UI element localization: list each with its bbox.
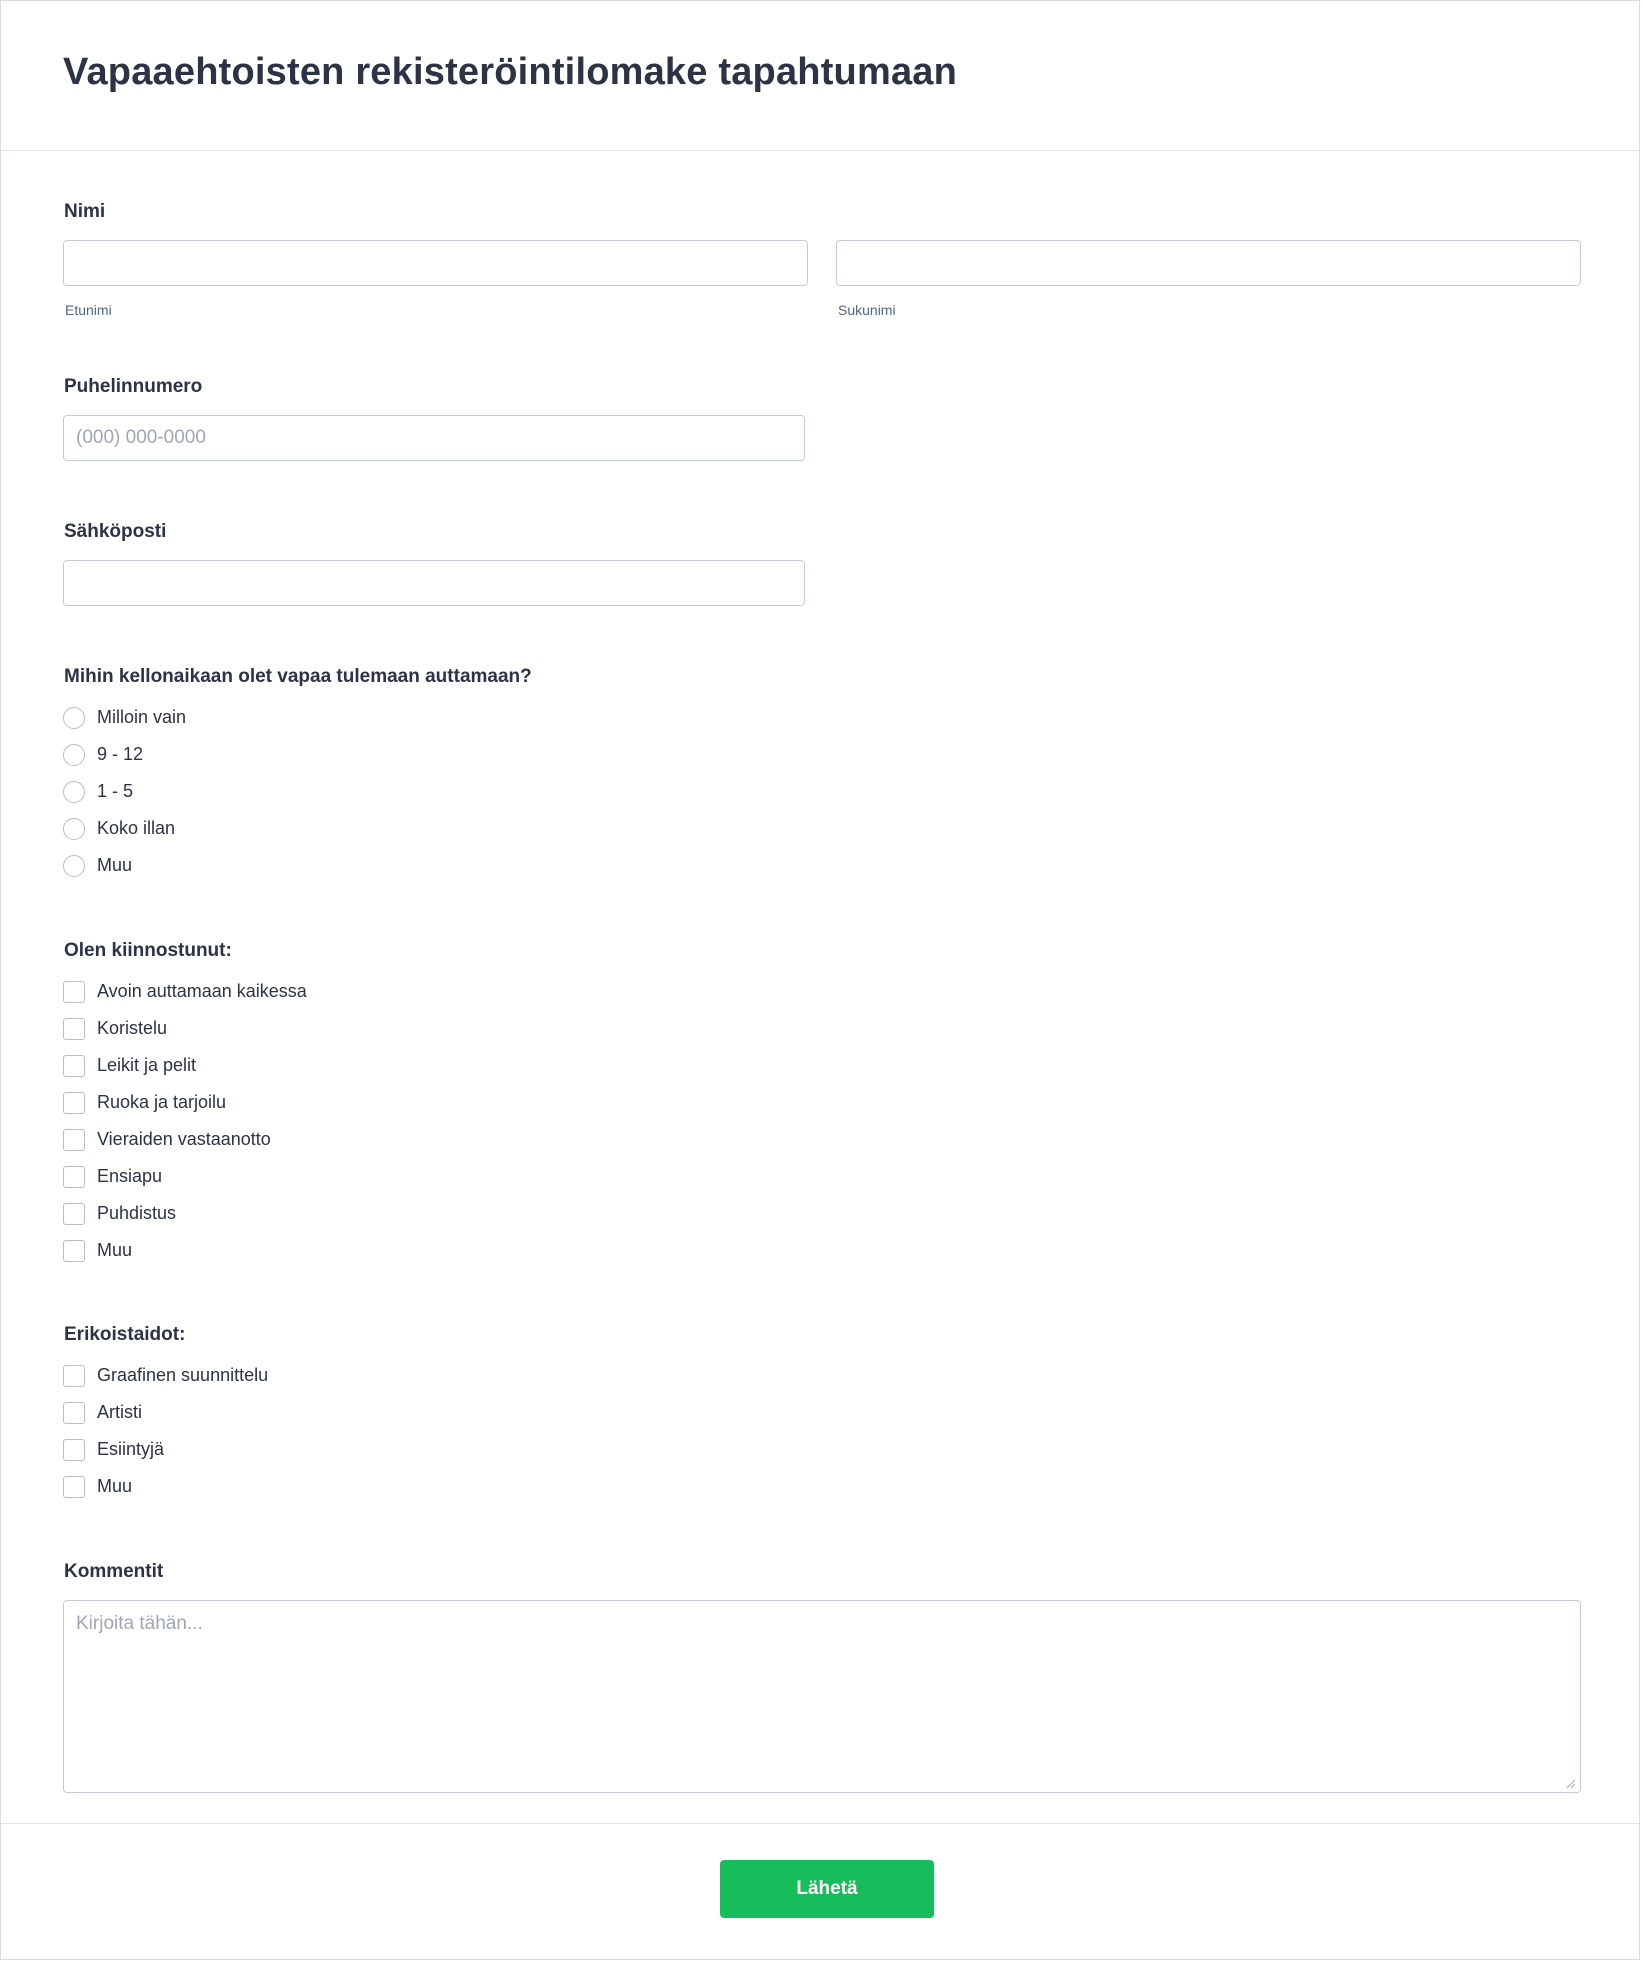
interest-option[interactable] [63,1121,307,1158]
option-label: Avoin auttamaan kaikessa [97,981,307,1001]
time-option-whole-evening[interactable] [63,810,186,847]
option-label: Vieraiden vastaanotto [97,1129,271,1149]
checkbox[interactable] [63,1055,85,1077]
option-label: Milloin vain [97,707,187,727]
option-label: 1 - 5 [97,781,134,801]
skills-option[interactable] [63,1357,268,1394]
option-label: 9 - 12 [97,744,144,764]
option-label: Ruoka ja tarjoilu [97,1092,227,1112]
time-option-anytime[interactable] [63,699,186,736]
checkbox[interactable] [63,1402,85,1424]
option-label: Muu [97,1476,133,1496]
last-name-input[interactable] [836,240,1581,286]
skills-option[interactable] [63,1468,268,1505]
option-label: Muu [97,1240,133,1260]
option-label: Graafinen suunnittelu [97,1365,269,1385]
option-label: Artisti [97,1402,142,1422]
skills-label: Erikoistaidot: [64,1324,186,1345]
email-input[interactable] [63,560,805,606]
comments-label: Kommentit [64,1561,164,1582]
interest-option[interactable] [63,1158,307,1195]
interest-option[interactable] [63,1010,307,1047]
interest-label: Olen kiinnostunut: [64,940,232,961]
skills-option[interactable] [63,1394,268,1431]
radio-button[interactable] [63,707,85,729]
checkbox[interactable] [63,1018,85,1040]
time-option-9-12[interactable] [63,736,186,773]
interest-option[interactable] [63,1195,307,1232]
radio-button[interactable] [63,744,85,766]
radio-button[interactable] [63,818,85,840]
time-options [63,699,186,884]
interest-option[interactable] [63,973,307,1010]
form-header [1,1,1639,151]
phone-label: Puhelinnumero [64,376,203,397]
checkbox[interactable] [63,1439,85,1461]
interest-options [63,973,307,1269]
option-label: Koristelu [97,1018,168,1038]
checkbox[interactable] [63,1203,85,1225]
name-label: Nimi [64,201,106,222]
interest-option[interactable] [63,1084,307,1121]
time-option-1-5[interactable] [63,773,186,810]
option-label: Ensiapu [97,1166,163,1186]
option-label: Muu [97,855,133,875]
comments-textarea[interactable] [63,1600,1581,1793]
interest-option[interactable] [63,1047,307,1084]
checkbox[interactable] [63,1166,85,1188]
checkbox[interactable] [63,1092,85,1114]
checkbox[interactable] [63,1240,85,1262]
option-label: Esiintyjä [97,1439,165,1459]
interest-option[interactable] [63,1232,307,1269]
last-name-sublabel: Sukunimi [838,302,896,318]
checkbox[interactable] [63,1365,85,1387]
phone-input[interactable] [63,415,805,461]
checkbox[interactable] [63,1476,85,1498]
option-label: Leikit ja pelit [97,1055,197,1075]
submit-button[interactable]: Lähetä [720,1860,934,1918]
form-footer [1,1823,1639,1961]
first-name-input[interactable] [63,240,808,286]
radio-button[interactable] [63,781,85,803]
option-label: Koko illan [97,818,176,838]
skills-option[interactable] [63,1431,268,1468]
option-label: Puhdistus [97,1203,177,1223]
time-option-other[interactable] [63,847,186,884]
email-label: Sähköposti [64,521,167,542]
skills-options [63,1357,268,1505]
checkbox[interactable] [63,1129,85,1151]
form-title: Vapaaehtoisten rekisteröintilomake tapahtumaan [63,51,958,93]
radio-button[interactable] [63,855,85,877]
checkbox[interactable] [63,981,85,1003]
first-name-sublabel: Etunimi [65,302,112,318]
time-label: Mihin kellonaikaan olet vapaa tulemaan auttamaan? [64,666,532,687]
resize-grip-icon[interactable] [1564,1777,1576,1789]
